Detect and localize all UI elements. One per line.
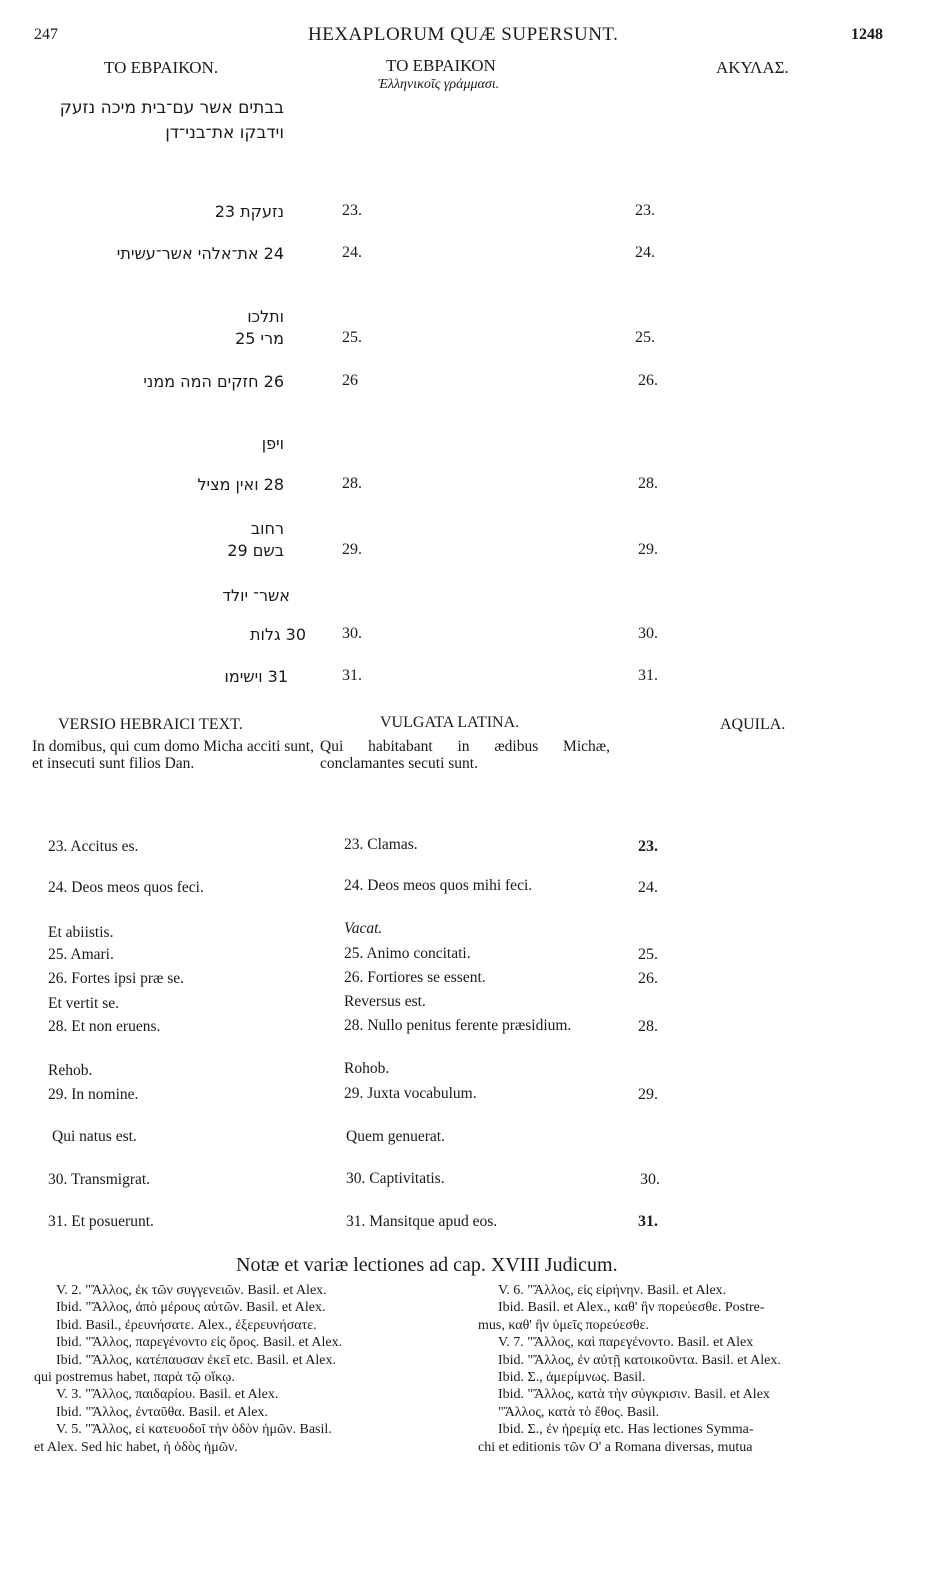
note-line: Ibid. "Ἄλλος, κατὰ τὴν σύγκρισιν. Basil. et Alex [498,1387,770,1403]
notes-left-column [34,1282,460,1456]
hebrew-verse: בשם 29 [227,541,284,560]
versio-verse: Et abiistis. [48,924,114,941]
aquila-verse-number: 26. [638,372,658,389]
header-transliteration: ΤΟ ΕΒΡΑΙΚΟΝ [386,56,496,75]
vulgata-verse: Vacat. [344,920,383,937]
versio-verse: 28. Et non eruens. [48,1018,161,1035]
note-line: V. 3. "Ἄλλος, παιδαρίου. Basil. et Alex. [56,1387,279,1403]
header-hebrew-text: ΤΟ ΕΒΡΑΙΚΟΝ. [104,58,219,77]
versio-verse: Rehob. [48,1062,93,1079]
note-line: V. 7. "Ἄλλος, καὶ παρεγένοντο. Basil. et Alex [498,1335,754,1351]
hebrew-intro-line: וידבקו את־בני־דן [165,123,284,143]
transliteration-verse-number: 31. [342,667,362,684]
note-line: Ibid. "Ἄλλος, ἐν αὐτῇ κατοικοῦντα. Basil. et Alex. [498,1352,781,1368]
aquila-verse-number: 28. [638,1018,658,1035]
vulgata-verse: 24. Deos meos quos mihi feci. [344,877,533,894]
vulgata-verse: 29. Juxta vocabulum. [344,1085,477,1102]
aquila-verse-number: 30. [638,625,658,642]
hebrew-verse-top: רחוב [250,519,284,538]
hebrew-verse: 28 ואין מציל [197,475,284,494]
vulgata-intro: Qui habitabant in ædibus Michæ, conclamantes secuti sunt. [320,738,610,772]
header-transliteration-sub: Ἑλληνικοῖς γράμμασι. [378,77,500,92]
header-aquila-latin: AQUILA. [720,716,786,733]
transliteration-verse-number: 25. [342,329,362,346]
vulgata-verse: 26. Fortiores se essent. [344,969,486,986]
page-number-left: 247 [34,26,58,43]
vulgata-verse: 23. Clamas. [344,836,418,853]
vulgata-verse: 28. Nullo penitus ferente præsidium. [344,1017,572,1034]
running-title: HEXAPLORUM QUÆ SUPERSUNT. [308,24,619,45]
note-line: V. 5. "Ἄλλος, εἰ κατευοδοῖ τὴν ὁδὸν ἡμῶν. Basil. [56,1422,332,1438]
hebrew-intro-line: בבתים אשר עם־בית מיכה נזעק [59,98,284,118]
note-line: et Alex. Sed hic habet, ἡ ὁδὸς ἡμῶν. [34,1439,238,1455]
aquila-verse-number: 26. [638,970,658,987]
versio-verse: 25. Amari. [48,946,114,963]
note-line: chi et editionis τῶν Ο' a Romana diversas, mutua [478,1439,753,1455]
transliteration-verse-number: 28. [342,475,362,492]
aquila-verse-number: 29. [638,541,658,558]
versio-verse: 31. Et posuerunt. [48,1213,154,1230]
hebrew-verse: אשר־ יולד [222,586,290,605]
note-line: Ibid. Basil., ἐρευνήσατε. Alex., ἐξερευνήσατε. [56,1317,317,1333]
aquila-verse-number: 29. [638,1086,658,1103]
hebrew-verse: מרי 25 [235,329,284,348]
transliteration-verse-number: 29. [342,541,362,558]
transliteration-verse-number: 23. [342,202,362,219]
vulgata-verse: Reversus est. [344,993,426,1010]
note-line: V. 6. "Ἄλλος, εἰς εἰρήνην. Basil. et Alex. [498,1283,727,1298]
note-line: Ibid. Σ., ἀμερίμνως. Basil. [498,1370,646,1386]
aquila-verse-number: 23. [638,838,658,855]
transliteration-verse-number: 24. [342,244,362,261]
vulgata-verse: 30. Captivitatis. [346,1170,445,1187]
versio-verse: Qui natus est. [52,1128,137,1145]
hebrew-verse: 26 חזקים המה ממני [143,372,284,391]
hebrew-verse: 31 וישימו [224,667,288,686]
note-line: "Ἄλλος, κατὰ τὸ ἔθος. Basil. [498,1404,660,1420]
note-line: Ibid. Σ., ἐν ἠρεμίᾳ etc. Has lectiones Symma- [498,1422,754,1438]
aquila-verse-number: 23. [635,202,655,219]
note-line: mus, καθ' ἣν ὑμεῖς πορεύεσθε. [478,1317,649,1333]
versio-verse: 29. In nomine. [48,1086,139,1103]
versio-verse: 26. Fortes ipsi præ se. [48,970,185,987]
note-line: V. 2. "Ἄλλος, ἐκ τῶν συγγενειῶν. Basil. et Alex. [56,1283,327,1298]
transliteration-verse-number: 30. [342,625,362,642]
vulgata-verse: Quem genuerat. [346,1128,445,1145]
vulgata-verse: 25. Animo concitati. [344,945,471,962]
versio-intro: In domibus, qui cum domo Micha acciti sunt, et insecuti sunt filios Dan. [32,738,314,772]
aquila-verse-number: 30. [640,1171,660,1188]
notes-right-column [478,1282,906,1456]
hebrew-verse-top: ותלכו [247,307,284,326]
aquila-verse-number: 24. [638,879,658,896]
versio-verse: 23. Accitus es. [48,838,139,855]
hebrew-verse: נזעקת 23 [214,202,284,221]
hebrew-verse: 24 את־אלהי אשר־עשיתי [116,244,284,263]
header-versio: VERSIO HEBRAICI TEXT. [58,716,243,733]
notes-title: Notæ et variæ lectiones ad cap. XVIII Judicum. [236,1254,618,1276]
note-line: Ibid. "Ἄλλος, ἀπὸ μέρους αὐτῶν. Basil. et Alex. [56,1300,326,1316]
aquila-verse-number: 28. [638,475,658,492]
aquila-verse-number: 31. [638,1213,658,1230]
versio-verse: Et vertit se. [48,995,120,1012]
versio-verse: 30. Transmigrat. [48,1171,151,1188]
transliteration-verse-number: 26 [342,372,358,389]
note-line: qui postremus habet, παρὰ τῷ οἴκῳ. [34,1370,235,1386]
hebrew-verse: ויפן [261,434,284,453]
note-line: Ibid. "Ἄλλος, κατέπαυσαν ἐκεῖ etc. Basil. et Alex. [56,1352,336,1368]
vulgata-verse: 31. Mansitque apud eos. [346,1213,498,1230]
aquila-verse-number: 25. [635,329,655,346]
note-line: Ibid. Basil. et Alex., καθ' ἣν πορεύεσθε. Postre- [498,1300,765,1316]
note-line: Ibid. "Ἄλλος, παρεγένοντο εἰς ὄρος. Basil. et Alex. [56,1335,343,1351]
note-line: Ibid. "Ἄλλος, ἐνταῦθα. Basil. et Alex. [56,1404,268,1420]
versio-verse: 24. Deos meos quos feci. [48,879,204,896]
header-vulgata: VULGATA LATINA. [380,714,520,731]
page-number-right: 1248 [851,26,883,43]
vulgata-verse: Rohob. [344,1060,390,1077]
aquila-verse-number: 31. [638,667,658,684]
aquila-verse-number: 24. [635,244,655,261]
header-aquila-greek: ΑΚΥΛΑΣ. [716,58,789,77]
hebrew-verse: 30 גלות [249,625,306,644]
aquila-verse-number: 25. [638,946,658,963]
